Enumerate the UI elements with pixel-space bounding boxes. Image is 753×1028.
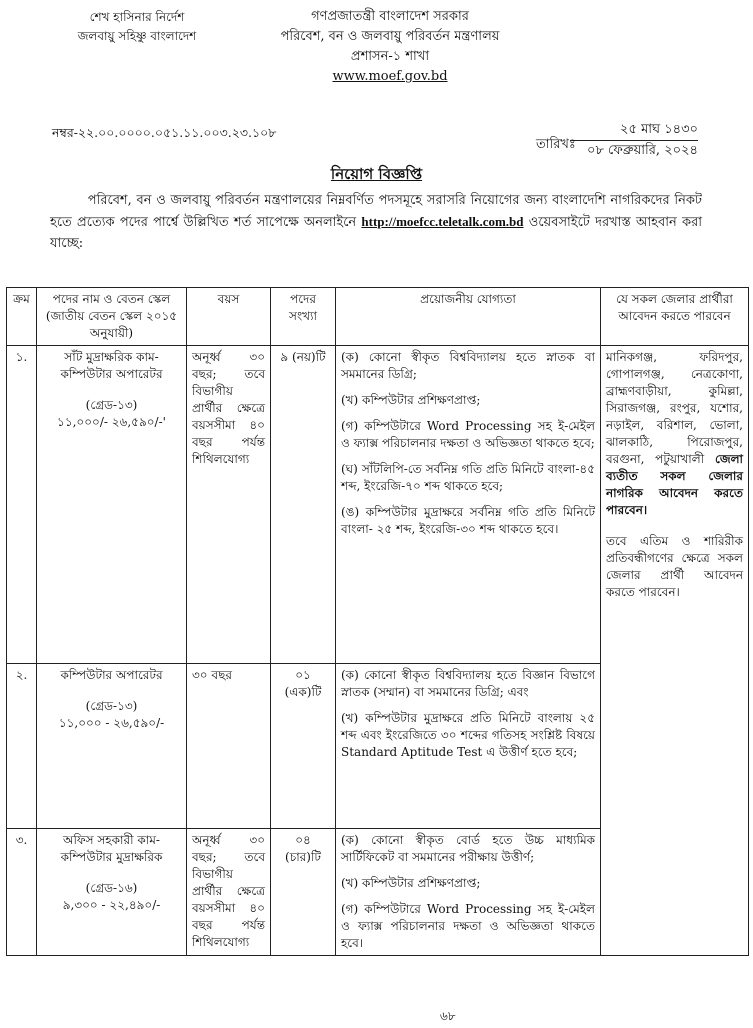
qualification-item: (ঘ) সাঁটলিপি-তে সর্বনিম্ন গতি প্রতি মিনিটে বাংলা-৪৫ শব্দ, ইংরেজি-৭০ শব্দ থাকতে হবে; bbox=[341, 462, 595, 493]
row-count: ৯ (নয়)টি bbox=[271, 346, 336, 664]
post-pay-scale: ১১,০০০ - ২৬,৫৯০/- bbox=[58, 716, 165, 730]
row-qualification bbox=[336, 346, 601, 664]
intro-paragraph bbox=[50, 190, 702, 254]
memo-number: নম্বর-২২.০০.০০০০.০৫১.১১.০০৩.২৩.১০৮ bbox=[52, 125, 277, 140]
post-pay-scale: ৯,৩০০ - ২২,৪৯০/- bbox=[62, 898, 161, 912]
qualification-item: (ক) কোনো স্বীকৃত বোর্ড হতে উচ্চ মাধ্যমিক সার্টিফিকেট বা সমমানের পরীক্ষায় উত্তীর্ণ; bbox=[341, 833, 595, 864]
district-list bbox=[606, 349, 743, 519]
row-age: অনূর্ধ্ব ৩০ বছর; তবে বিভাগীয় প্রার্থীর ক্ষেত্রে বয়সসীমা ৪০ বছর পর্যন্ত শিথিলযোগ্য bbox=[187, 346, 271, 664]
table-header-row bbox=[7, 288, 749, 346]
row-post bbox=[37, 664, 187, 829]
row-serial: ১. bbox=[7, 346, 37, 664]
row-count: ০১ (এক)টি bbox=[271, 664, 336, 829]
row-count: ০৪ (চার)টি bbox=[271, 829, 336, 956]
qualification-item: (খ) কম্পিউটার মুদ্রাক্ষরে প্রতি মিনিটে বাংলায় ২৫ শব্দ এবং ইংরেজিতে ৩০ শব্দের গতিসহ সংশ্লিষ্ট বিষয়ে Standard Aptitude Test এ উত্তীর্ণ হতে হবে; bbox=[341, 711, 595, 759]
row-qualification bbox=[336, 829, 601, 956]
qualification-item: (ক) কোনো স্বীকৃত বিশ্ববিদ্যালয় হতে স্নাতক বা সমমানের ডিগ্রি; bbox=[341, 350, 595, 381]
page-title bbox=[0, 163, 753, 188]
district-eligibility: জেলা ব্যতীত সকল জেলার নাগরিক আবেদন করতে পারবেন। bbox=[606, 452, 743, 517]
slogan-line-1: শেখ হাসিনার নির্দেশ bbox=[89, 10, 185, 24]
table-row bbox=[7, 346, 749, 664]
header-left-slogan bbox=[62, 8, 212, 46]
row-post bbox=[37, 829, 187, 956]
header-serial: ক্রম bbox=[7, 288, 37, 346]
date-label: তারিখঃ bbox=[536, 137, 576, 152]
notice-title: নিয়োগ বিজ্ঞপ্তি bbox=[330, 165, 423, 183]
website-link[interactable]: www.moef.gov.bd bbox=[332, 69, 448, 84]
row-districts bbox=[601, 346, 749, 956]
post-name: সাঁট মুদ্রাক্ষরিক কাম-কম্পিউটার অপারেটর bbox=[60, 350, 163, 381]
qualification-item: (খ) কম্পিউটার প্রশিক্ষণপ্রাপ্ত; bbox=[341, 876, 481, 890]
post-grade: (গ্রেড-১৩) bbox=[85, 699, 138, 713]
district-note: তবে এতিম ও শারিরীক প্রতিবন্ধীগণের ক্ষেত্রে সকল জেলার প্রার্থী আবেদন করতে পারবেন। bbox=[606, 534, 743, 599]
row-serial: ৩. bbox=[7, 829, 37, 956]
post-pay-scale: ১১,০০০/- ২৬,৫৯০/-' bbox=[57, 415, 166, 429]
qualification-item: (গ) কম্পিউটারে Word Processing সহ ই-মেইল ও ফ্যাক্স পরিচালনার দক্ষতা ও অভিজ্ঞতা থাকতে হবে। bbox=[341, 902, 595, 950]
row-age: ৩০ বছর bbox=[187, 664, 271, 829]
header-qualification: প্রয়োজনীয় যোগ্যতা bbox=[336, 288, 601, 346]
header-count: পদের সংখ্যা bbox=[271, 288, 336, 346]
ministry-name: পরিবেশ, বন ও জলবায়ু পরিবর্তন মন্ত্রণালয় bbox=[280, 29, 500, 44]
branch-name: প্রশাসন-১ শাখা bbox=[350, 49, 430, 64]
slogan-line-2: জলবায়ু সহিষ্ণু বাংলাদেশ bbox=[77, 29, 197, 43]
date-english: ০৮ ফেব্রুয়ারি, ২০২৪ bbox=[587, 143, 698, 158]
row-qualification bbox=[336, 664, 601, 829]
vacancy-table bbox=[6, 287, 749, 956]
date-block bbox=[570, 121, 698, 160]
post-grade: (গ্রেড-১৩) bbox=[85, 398, 138, 412]
qualification-item: (খ) কম্পিউটার প্রশিক্ষণপ্রাপ্ত; bbox=[341, 393, 481, 407]
government-name: গণপ্রজাতন্ত্রী বাংলাদেশ সরকার bbox=[311, 9, 469, 24]
header-center-block bbox=[255, 7, 525, 87]
row-age: অনূর্ধ্ব ৩০ বছর; তবে বিভাগীয় প্রার্থীর ক্ষেত্রে বয়সসীমা ৪০ বছর পর্যন্ত শিথিলযোগ্য bbox=[187, 829, 271, 956]
application-link[interactable]: http://moefcc.teletalk.com.bd bbox=[361, 214, 524, 229]
district-names: মানিকগঞ্জ, ফরিদপুর, গোপালগঞ্জ, নেত্রকোণা, ব্রাহ্মণবাড়ীয়া, কুমিল্লা, সিরাজগঞ্জ, রংপুর, যশোর, নড়াইল, বরিশাল, ভোলা, ঝালকাঠি, পিরোজপুর, বরগুনা, পটুয়াখালী bbox=[606, 350, 743, 466]
header-age: বয়স bbox=[187, 288, 271, 346]
intro-text: পরিবেশ, বন ও জলবায়ু পরিবর্তন মন্ত্রণালয়ের নিম্নবর্ণিত পদসমূহে সরাসরি নিয়োগের জন্য বাংলাদেশি নাগরিকদের নিকট হতে প্রত্যেক পদের পার্শ্বে উল্লিখিত শর্ত সাপেক্ষে অনলাইনে bbox=[50, 193, 703, 230]
post-grade: (গ্রেড-১৬) bbox=[85, 881, 138, 895]
post-name: অফিস সহকারী কাম-কম্পিউটার মুদ্রাক্ষরিক bbox=[60, 833, 163, 864]
qualification-item: (ক) কোনো স্বীকৃত বিশ্ববিদ্যালয় হতে বিজ্ঞান বিভাগে স্নাতক (সম্মান) বা সমমানের ডিগ্রি; এবং bbox=[341, 668, 595, 699]
header-post: পদের নাম ও বেতন স্কেল (জাতীয় বেতন স্কেল ২০১৫ অনুযায়ী) bbox=[37, 288, 187, 346]
date-bangla: ২৫ মাঘ ১৪৩০ bbox=[570, 121, 698, 141]
intro-text-end: ওয়েবসাইটে দরখাস্ত আহবান করা যাচ্ছে: bbox=[50, 215, 702, 251]
row-serial: ২. bbox=[7, 664, 37, 829]
qualification-item: (গ) কম্পিউটারে Word Processing সহ ই-মেইল ও ফ্যাক্স পরিচালনার দক্ষতা ও অভিজ্ঞতা থাকতে হবে; bbox=[341, 419, 595, 450]
row-post bbox=[37, 346, 187, 664]
post-name: কম্পিউটার অপারেটর bbox=[60, 668, 163, 682]
qualification-item: (ঙ) কম্পিউটার মুদ্রাক্ষরে সর্বনিম্ন গতি প্রতি মিনিটে বাংলা- ২৫ শব্দ, ইংরেজি-৩০ শব্দ থাকতে হবে। bbox=[341, 505, 595, 536]
header-districts: যে সকল জেলার প্রার্থীরা আবেদন করতে পারবেন bbox=[601, 288, 749, 346]
page-mark: ৬৮ bbox=[440, 1009, 456, 1023]
